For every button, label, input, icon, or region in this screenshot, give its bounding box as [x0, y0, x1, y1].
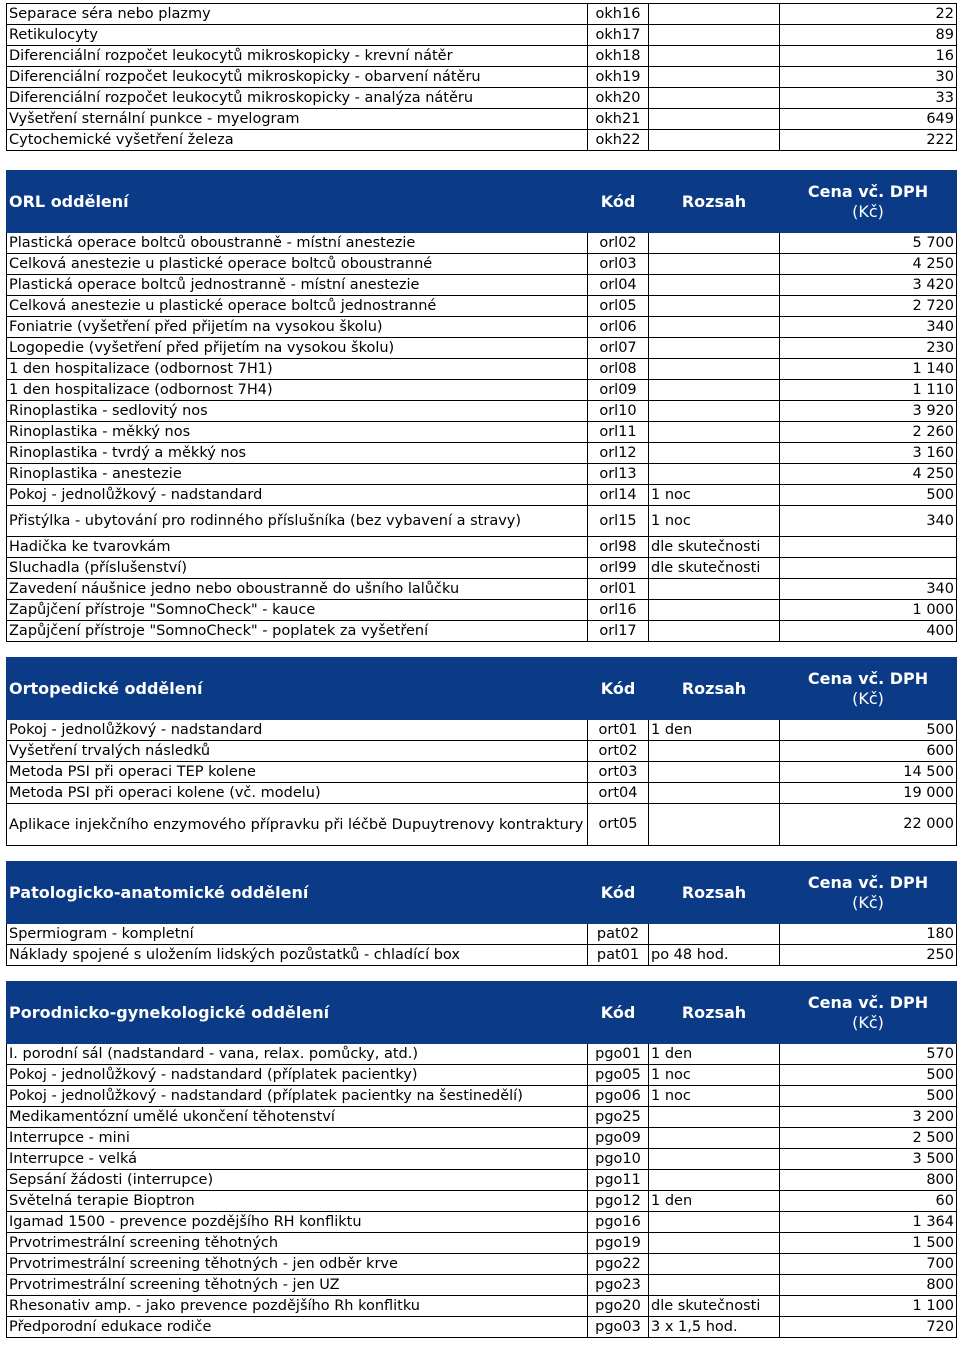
price-cell: 250: [780, 945, 957, 966]
table-row: [7, 1275, 957, 1296]
service-name-cell: Aplikace injekčního enzymového přípravku při léčbě Dupuytrenovy kontraktury: [7, 804, 588, 846]
price-cell: 1 000: [780, 600, 957, 621]
range-cell: [649, 275, 780, 296]
service-name-cell: Celková anestezie u plastické operace boltců oboustranné: [7, 254, 588, 275]
table-row: [7, 537, 957, 558]
section-header: [7, 658, 957, 720]
price-cell: 3 920: [780, 401, 957, 422]
range-cell: 1 den: [649, 720, 780, 741]
code-cell: orl02: [588, 233, 649, 254]
table-row: [7, 924, 957, 945]
range-cell: [649, 1212, 780, 1233]
service-name-cell: Přistýlka - ubytování pro rodinného příslušníka (bez vybavení a stravy): [7, 506, 588, 537]
price-cell: 500: [780, 1065, 957, 1086]
table-row: [7, 422, 957, 443]
code-cell: orl04: [588, 275, 649, 296]
range-cell: [649, 422, 780, 443]
price-cell: 500: [780, 720, 957, 741]
service-name-cell: Interrupce - mini: [7, 1128, 588, 1149]
range-cell: [649, 88, 780, 109]
table-row: [7, 621, 957, 642]
section-spacer: [6, 642, 957, 657]
range-cell: [649, 359, 780, 380]
code-cell: orl01: [588, 579, 649, 600]
range-cell: [649, 1254, 780, 1275]
range-cell: [649, 1128, 780, 1149]
code-cell: orl17: [588, 621, 649, 642]
header-code: Kód: [588, 658, 649, 720]
code-cell: okh22: [588, 130, 649, 151]
range-cell: [649, 380, 780, 401]
price-cell: 3 420: [780, 275, 957, 296]
code-cell: pgo01: [588, 1044, 649, 1065]
price-cell: 3 160: [780, 443, 957, 464]
code-cell: pgo19: [588, 1233, 649, 1254]
table-row: [7, 88, 957, 109]
range-cell: 1 den: [649, 1191, 780, 1212]
range-cell: dle skutečnosti: [649, 1296, 780, 1317]
table-row: [7, 464, 957, 485]
section-table: [6, 657, 957, 846]
table-row: [7, 1233, 957, 1254]
range-cell: 1 noc: [649, 1065, 780, 1086]
header-price-unit: (Kč): [852, 688, 884, 708]
range-cell: [649, 579, 780, 600]
code-cell: pat01: [588, 945, 649, 966]
range-cell: 1 noc: [649, 1086, 780, 1107]
range-cell: [649, 401, 780, 422]
header-price-unit: (Kč): [852, 892, 884, 912]
code-cell: ort01: [588, 720, 649, 741]
table-row: [7, 296, 957, 317]
range-cell: 3 x 1,5 hod.: [649, 1317, 780, 1338]
section-table: [6, 981, 957, 1338]
code-cell: orl99: [588, 558, 649, 579]
table-row: [7, 380, 957, 401]
price-cell: 4 250: [780, 464, 957, 485]
table-row: [7, 600, 957, 621]
price-cell: 3 200: [780, 1107, 957, 1128]
table-row: [7, 401, 957, 422]
price-cell: 22: [780, 4, 957, 25]
table-row: [7, 317, 957, 338]
code-cell: pgo06: [588, 1086, 649, 1107]
code-cell: orl14: [588, 485, 649, 506]
service-name-cell: Celková anestezie u plastické operace boltců jednostranné: [7, 296, 588, 317]
service-name-cell: Pokoj - jednolůžkový - nadstandard: [7, 485, 588, 506]
range-cell: 1 noc: [649, 506, 780, 537]
header-price-unit: (Kč): [852, 201, 884, 221]
code-cell: orl11: [588, 422, 649, 443]
price-cell: 570: [780, 1044, 957, 1065]
range-cell: [649, 1149, 780, 1170]
header-price-label: Cena vč. DPH: [807, 992, 929, 1012]
table-row: [7, 254, 957, 275]
table-row: [7, 579, 957, 600]
top-table: [6, 3, 957, 151]
service-name-cell: Diferenciální rozpočet leukocytů mikroskopicky - krevní nátěr: [7, 46, 588, 67]
service-name-cell: Náklady spojené s uložením lidských pozůstatků - chladící box: [7, 945, 588, 966]
table-row: [7, 720, 957, 741]
code-cell: pgo23: [588, 1275, 649, 1296]
header-code: Kód: [588, 171, 649, 233]
code-cell: pgo12: [588, 1191, 649, 1212]
service-name-cell: Prvotrimestrální screening těhotných - jen odběr krve: [7, 1254, 588, 1275]
price-cell: 800: [780, 1170, 957, 1191]
table-row: [7, 1128, 957, 1149]
table-row: [7, 1212, 957, 1233]
price-list-page: [6, 3, 957, 1338]
range-cell: [649, 741, 780, 762]
price-cell: 800: [780, 1275, 957, 1296]
header-price-label: Cena vč. DPH: [807, 668, 929, 688]
code-cell: pgo16: [588, 1212, 649, 1233]
table-row: [7, 233, 957, 254]
range-cell: [649, 762, 780, 783]
service-name-cell: 1 den hospitalizace (odbornost 7H4): [7, 380, 588, 401]
price-cell: 600: [780, 741, 957, 762]
section-header: [7, 171, 957, 233]
price-cell: 1 140: [780, 359, 957, 380]
section-header: [7, 982, 957, 1044]
table-row: [7, 1044, 957, 1065]
service-name-cell: Prvotrimestrální screening těhotných - jen UZ: [7, 1275, 588, 1296]
table-row: [7, 558, 957, 579]
code-cell: pgo10: [588, 1149, 649, 1170]
price-cell: 230: [780, 338, 957, 359]
header-range: Rozsah: [649, 658, 780, 720]
range-cell: [649, 600, 780, 621]
header-code: Kód: [588, 862, 649, 924]
range-cell: [649, 464, 780, 485]
table-row: [7, 4, 957, 25]
code-cell: okh19: [588, 67, 649, 88]
code-cell: orl06: [588, 317, 649, 338]
range-cell: [649, 130, 780, 151]
section-title: Patologicko-anatomické oddělení: [7, 862, 588, 924]
price-cell: 19 000: [780, 783, 957, 804]
table-row: [7, 485, 957, 506]
range-cell: [649, 109, 780, 130]
table-row: [7, 783, 957, 804]
section-table: [6, 170, 957, 642]
section-title: Ortopedické oddělení: [7, 658, 588, 720]
code-cell: pgo05: [588, 1065, 649, 1086]
price-cell: 16: [780, 46, 957, 67]
section-title: Porodnicko-gynekologické oddělení: [7, 982, 588, 1044]
table-row: [7, 443, 957, 464]
service-name-cell: Vyšetření sternální punkce - myelogram: [7, 109, 588, 130]
price-cell: 2 720: [780, 296, 957, 317]
section-header: [7, 862, 957, 924]
code-cell: pgo09: [588, 1128, 649, 1149]
table-row: [7, 762, 957, 783]
service-name-cell: Metoda PSI při operaci kolene (vč. modelu): [7, 783, 588, 804]
range-cell: [649, 924, 780, 945]
service-name-cell: Zapůjčení přístroje "SomnoCheck" - poplatek za vyšetření: [7, 621, 588, 642]
service-name-cell: Spermiogram - kompletní: [7, 924, 588, 945]
range-cell: [649, 25, 780, 46]
code-cell: orl08: [588, 359, 649, 380]
code-cell: pgo03: [588, 1317, 649, 1338]
header-range: Rozsah: [649, 171, 780, 233]
code-cell: orl15: [588, 506, 649, 537]
section-table: [6, 861, 957, 966]
range-cell: dle skutečnosti: [649, 537, 780, 558]
table-row: [7, 1254, 957, 1275]
service-name-cell: Foniatrie (vyšetření před přijetím na vysokou školu): [7, 317, 588, 338]
code-cell: orl98: [588, 537, 649, 558]
code-cell: ort04: [588, 783, 649, 804]
table-row: [7, 1149, 957, 1170]
code-cell: okh16: [588, 4, 649, 25]
range-cell: [649, 1275, 780, 1296]
price-cell: 400: [780, 621, 957, 642]
section-spacer: [6, 966, 957, 981]
price-cell: 2 260: [780, 422, 957, 443]
price-cell: 1 100: [780, 1296, 957, 1317]
price-cell: 500: [780, 1086, 957, 1107]
range-cell: [649, 338, 780, 359]
range-cell: 1 noc: [649, 485, 780, 506]
header-price: [780, 862, 957, 924]
service-name-cell: I. porodní sál (nadstandard - vana, relax. pomůcky, atd.): [7, 1044, 588, 1065]
service-name-cell: Rinoplastika - měkký nos: [7, 422, 588, 443]
service-name-cell: Diferenciální rozpočet leukocytů mikroskopicky - obarvení nátěru: [7, 67, 588, 88]
service-name-cell: Cytochemické vyšetření železa: [7, 130, 588, 151]
range-cell: 1 den: [649, 1044, 780, 1065]
range-cell: [649, 317, 780, 338]
service-name-cell: Vyšetření trvalých následků: [7, 741, 588, 762]
price-cell: 340: [780, 317, 957, 338]
code-cell: okh18: [588, 46, 649, 67]
code-cell: orl12: [588, 443, 649, 464]
code-cell: pat02: [588, 924, 649, 945]
table-row: [7, 1065, 957, 1086]
range-cell: dle skutečnosti: [649, 558, 780, 579]
price-cell: 5 700: [780, 233, 957, 254]
price-cell: 1 364: [780, 1212, 957, 1233]
table-row: [7, 1191, 957, 1212]
price-cell: 1 110: [780, 380, 957, 401]
table-row: [7, 67, 957, 88]
code-cell: pgo22: [588, 1254, 649, 1275]
price-cell: 4 250: [780, 254, 957, 275]
code-cell: orl07: [588, 338, 649, 359]
table-row: [7, 109, 957, 130]
service-name-cell: Zavedení náušnice jedno nebo oboustranně do ušního lalůčku: [7, 579, 588, 600]
price-cell: 180: [780, 924, 957, 945]
code-cell: orl13: [588, 464, 649, 485]
service-name-cell: Světelná terapie Bioptron: [7, 1191, 588, 1212]
service-name-cell: Zapůjčení přístroje "SomnoCheck" - kauce: [7, 600, 588, 621]
range-cell: po 48 hod.: [649, 945, 780, 966]
price-cell: 340: [780, 579, 957, 600]
table-row: [7, 1107, 957, 1128]
table-row: [7, 1296, 957, 1317]
table-row: [7, 338, 957, 359]
table-row: [7, 46, 957, 67]
header-price-label: Cena vč. DPH: [807, 181, 929, 201]
service-name-cell: Předporodní edukace rodiče: [7, 1317, 588, 1338]
code-cell: pgo11: [588, 1170, 649, 1191]
code-cell: ort05: [588, 804, 649, 846]
service-name-cell: Rinoplastika - tvrdý a měkký nos: [7, 443, 588, 464]
header-price-label: Cena vč. DPH: [807, 872, 929, 892]
code-cell: orl05: [588, 296, 649, 317]
range-cell: [649, 443, 780, 464]
code-cell: orl03: [588, 254, 649, 275]
range-cell: [649, 67, 780, 88]
service-name-cell: Pokoj - jednolůžkový - nadstandard: [7, 720, 588, 741]
price-cell: 720: [780, 1317, 957, 1338]
service-name-cell: Plastická operace boltců jednostranně - místní anestezie: [7, 275, 588, 296]
code-cell: okh20: [588, 88, 649, 109]
range-cell: [649, 254, 780, 275]
price-cell: 3 500: [780, 1149, 957, 1170]
price-cell: 700: [780, 1254, 957, 1275]
table-row: [7, 130, 957, 151]
price-cell: 30: [780, 67, 957, 88]
section-spacer: [6, 151, 957, 170]
price-cell: [780, 558, 957, 579]
table-row: [7, 1170, 957, 1191]
table-row: [7, 804, 957, 846]
header-price: [780, 171, 957, 233]
range-cell: [649, 46, 780, 67]
code-cell: orl16: [588, 600, 649, 621]
service-name-cell: Retikulocyty: [7, 25, 588, 46]
code-cell: orl10: [588, 401, 649, 422]
code-cell: orl09: [588, 380, 649, 401]
code-cell: okh17: [588, 25, 649, 46]
service-name-cell: Plastická operace boltců oboustranně - místní anestezie: [7, 233, 588, 254]
service-name-cell: Igamad 1500 - prevence pozdějšího RH konfliktu: [7, 1212, 588, 1233]
section-title: ORL oddělení: [7, 171, 588, 233]
service-name-cell: Sepsání žádosti (interrupce): [7, 1170, 588, 1191]
table-row: [7, 1317, 957, 1338]
table-row: [7, 1086, 957, 1107]
service-name-cell: Pokoj - jednolůžkový - nadstandard (příplatek pacientky na šestinedělí): [7, 1086, 588, 1107]
table-row: [7, 741, 957, 762]
service-name-cell: Diferenciální rozpočet leukocytů mikroskopicky - analýza nátěru: [7, 88, 588, 109]
service-name-cell: Medikamentózní umělé ukončení těhotenství: [7, 1107, 588, 1128]
price-cell: 2 500: [780, 1128, 957, 1149]
header-code: Kód: [588, 982, 649, 1044]
price-cell: 60: [780, 1191, 957, 1212]
header-range: Rozsah: [649, 862, 780, 924]
range-cell: [649, 1233, 780, 1254]
code-cell: pgo20: [588, 1296, 649, 1317]
range-cell: [649, 804, 780, 846]
service-name-cell: Sluchadla (příslušenství): [7, 558, 588, 579]
service-name-cell: Metoda PSI při operaci TEP kolene: [7, 762, 588, 783]
price-cell: 1 500: [780, 1233, 957, 1254]
range-cell: [649, 233, 780, 254]
header-price: [780, 658, 957, 720]
range-cell: [649, 783, 780, 804]
service-name-cell: Separace séra nebo plazmy: [7, 4, 588, 25]
price-cell: 222: [780, 130, 957, 151]
header-price: [780, 982, 957, 1044]
code-cell: ort03: [588, 762, 649, 783]
price-cell: 89: [780, 25, 957, 46]
header-range: Rozsah: [649, 982, 780, 1044]
price-cell: 14 500: [780, 762, 957, 783]
price-cell: 22 000: [780, 804, 957, 846]
service-name-cell: Rinoplastika - anestezie: [7, 464, 588, 485]
service-name-cell: Rhesonativ amp. - jako prevence pozdějšího Rh konflitku: [7, 1296, 588, 1317]
range-cell: [649, 4, 780, 25]
section-spacer: [6, 846, 957, 861]
service-name-cell: 1 den hospitalizace (odbornost 7H1): [7, 359, 588, 380]
range-cell: [649, 296, 780, 317]
service-name-cell: Interrupce - velká: [7, 1149, 588, 1170]
price-cell: 500: [780, 485, 957, 506]
service-name-cell: Logopedie (vyšetření před přijetím na vysokou školu): [7, 338, 588, 359]
price-cell: 649: [780, 109, 957, 130]
price-cell: 33: [780, 88, 957, 109]
price-cell: 340: [780, 506, 957, 537]
header-price-unit: (Kč): [852, 1012, 884, 1032]
service-name-cell: Prvotrimestrální screening těhotných: [7, 1233, 588, 1254]
range-cell: [649, 1170, 780, 1191]
code-cell: pgo25: [588, 1107, 649, 1128]
price-cell: [780, 537, 957, 558]
table-row: [7, 359, 957, 380]
table-row: [7, 275, 957, 296]
service-name-cell: Hadička ke tvarovkám: [7, 537, 588, 558]
range-cell: [649, 621, 780, 642]
table-row: [7, 25, 957, 46]
code-cell: ort02: [588, 741, 649, 762]
table-row: [7, 945, 957, 966]
service-name-cell: Rinoplastika - sedlovitý nos: [7, 401, 588, 422]
range-cell: [649, 1107, 780, 1128]
service-name-cell: Pokoj - jednolůžkový - nadstandard (příplatek pacientky): [7, 1065, 588, 1086]
code-cell: okh21: [588, 109, 649, 130]
table-row: [7, 506, 957, 537]
